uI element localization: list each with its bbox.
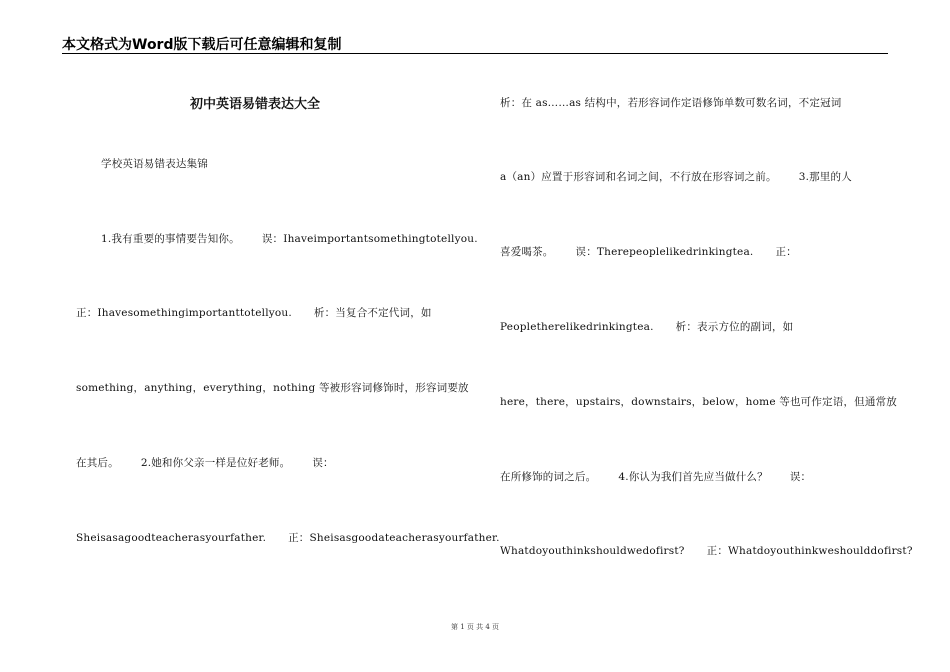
line-text: 喜爱喝茶。 — [500, 246, 554, 258]
line-text: 误：Ihaveimportantsomethingtotellyou. — [261, 233, 478, 245]
page-header: 本文格式为Word版下载后可任意编辑和复制 — [62, 37, 342, 53]
line-text: 4.你认为我们首先应当做什么？ — [618, 471, 768, 483]
line-text: 正： — [775, 246, 797, 258]
line-text: 3.那里的人 — [798, 171, 852, 183]
line-text: a（an）应置于形容词和名词之间，不行放在形容词之前。 — [500, 171, 777, 183]
line-text: 2.她和你父亲一样是位好老师。 — [140, 457, 291, 469]
right-line-3 — [500, 319, 793, 334]
line-text: something，anything，everything，nothing 等被形容词修饰时，形容词要放 — [76, 382, 469, 394]
document-title: 初中英语易错表达大全 — [190, 97, 321, 112]
right-line-4 — [500, 394, 897, 409]
line-text: Peopletherelikedrinkingtea. — [500, 321, 654, 333]
line-text: 误： — [789, 471, 812, 483]
line-text: 误：Therepeoplelikedrinkingtea. — [575, 246, 754, 258]
line-text: 析：当复合不定代词，如 — [313, 307, 432, 319]
line-text: 学校英语易错表达集锦 — [101, 158, 208, 170]
left-line-4 — [76, 455, 334, 470]
line-text: 正：Whatdoyouthinkweshoulddofirst? — [706, 545, 913, 557]
page-number: 第 1 页 共 4 页 — [450, 623, 500, 631]
line-text: 误： — [312, 457, 334, 469]
line-text: 在所修饰的词之后。 — [500, 471, 597, 483]
line-text: here，there，upstairs，downstairs，below，home 等也可作定语，但通常放 — [500, 396, 897, 408]
left-line-0 — [101, 156, 208, 171]
line-text: Whatdoyouthinkshouldwedofirst? — [500, 545, 685, 557]
right-line-2 — [500, 244, 797, 259]
line-text: 析：表示方位的副词，如 — [675, 321, 794, 333]
header-divider — [62, 53, 888, 54]
line-text: 正：Sheisasgoodateacherasyourfather. — [288, 532, 500, 544]
right-line-6 — [500, 543, 913, 558]
right-line-1 — [500, 169, 852, 184]
line-text: 在其后。 — [76, 457, 119, 469]
right-line-5 — [500, 469, 811, 484]
line-text: Sheisasagoodteacherasyourfather. — [76, 532, 267, 544]
line-text: 析：在 as……as 结构中，若形容词作定语修饰单数可数名词，不定冠词 — [500, 97, 842, 109]
left-line-5 — [76, 530, 500, 545]
right-line-0 — [500, 95, 841, 110]
left-line-3 — [76, 380, 469, 395]
left-line-1 — [101, 231, 478, 246]
line-text: 1.我有重要的事情要告知你。 — [101, 233, 240, 245]
line-text: 正：Ihavesomethingimportanttotellyou. — [76, 307, 292, 319]
left-line-2 — [76, 305, 432, 320]
